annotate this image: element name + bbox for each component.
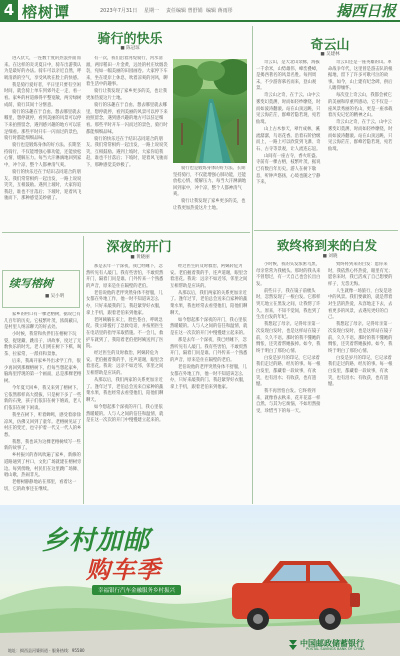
article-byline: ■ 黄晓丽 [130,255,150,260]
article-column: 家乡的村口有一棵老榕树，据说已有几百年的历史。它枝繁叶茂，浓荫蔽日，是村里人纳凉聊天的好去处。 小时候，我常和伙伴们在榕树下玩耍，捉迷藏、跳房子、讲故事，度过了无数快乐的时光。老人们则在树下下棋、喝茶、拉家常，一派祥和景象。 后来，我离开家乡外出求学工作，很少再回到那棵榕树下。但每当想起家乡，脑海里浮现的第一个画面，总是那棵老榕树。 今年夏天回乡，我又来到了榕树下。它依然那样高大挺拔，只是树下多了一些新的石凳，孩子们依旧在树下嬉戏，老人们依旧在树下闲谈。 我坐在树下，听着蝉鸣，感受着徐徐凉风，仿佛又回到了童年。老榕树见证了村庄的变迁，也守护着一代又一代人的乡愁。 我想，我也该为这棵老榕树续写一些新的故事了。 乡村振兴的春风吹遍了家乡，新修的道路通到了村口，文化广场就建在榕树旁边。每到傍晚，村民们在这里跳广场舞、唱山歌，热闹非凡。 老榕树静静地站在那里，看着这一切，它的故事还在继续。 [4,312,82,492]
article-column: 进入伏天，一连数十度的热浪扑面而来。在这样的炎炎夏日中，骑车出游我认为是最好的办法。骑车可以亲近自然，呼吸清新的空气，享受风吹在脸上的快感。 我是骑行爱好者，平日里只要有空闲时间，就会骑上单车到郊外走一走、看一看。家乡的村道修得平整宽敞，两旁绿树成荫，骑行其间十分惬意。 骑行的乐趣在于自由。想去哪里就去哪里，想停就停，看到美丽的风景可以停下来拍照留念，遇到感兴趣的地方可以驻足细看。那些平时开车一闪而过的景色，骑行时都能细细品味。 骑行也是锻炼身体的好方法。长期坚持骑行，不仅能增强心肺功能，还能放松心情、缓解压力。每当大汗淋漓地回到家中，冲个凉，整个人都神清气爽。 骑行的快乐还在于结识志同道合的朋友。我们常常相约一起出发，一路上说说笑笑，互相鼓励。遇到上坡时，大家你追我赶，谁也不甘落后；下坡时，迎着风飞驰而下，那种感觉美妙极了。 [4,56,82,202]
article-column: 那是去年一个深夜，我已经睡下，忽然听见有人敲门。我有些害怕，不敢贸然开门，隔着门问是谁。门外传来一个熟悉的声音，原来是住在隔壁的老伯。 老伯说他的老伴突然身体不舒服，儿女都在外地工作，他一时不知道该怎么办，只好来敲我的门。我赶紧穿好衣服，拿上手机，跟着老伯来到他家。 老阿姨躺在床上，脸色苍白，呼吸急促。我立即拨打了急救电话，并按照医生在电话里的指导采取措施。不一会儿，救护车就到了，我陪着老伯把阿姨送到了医院。 经过医生的及时救治，阿姨转危为安。老伯握着我的手，连声道谢，眼里含着泪花。我说：远亲不如近邻，邻里之间互相帮助是应该的。 从那以后，我们两家的关系更加亲近了。逢年过节，老伯总会送来自家种的蔬菜水果，我也经常去看望他们，陪他们聊聊天。 如今想起那个深夜的开门，我心里依然暖暖的。人与人之间的信任和温情，就是在这一次次的开门中慢慢建立起来的。 [86,264,164,424]
page-number: 4 [0,0,18,20]
essay-author: ■ 吴小明 [45,294,65,299]
responsible-editor: 责任编辑 曾舒娟 [166,8,203,14]
ad-headline: 乡村加邮 [42,526,151,556]
bank-name: 中国邮政储蓄银行 [300,639,364,648]
article-column: 奇云山，是大北山余脉，海拔一千余米，山势雄伟，峰峦叠嶂，是揭西著名的风景名胜。每到周末，不少游客慕名而来，登山观景。 奇云山之奇，在于云。山中云雾变幻莫测，时而如轻纱缭绕，时而如波涛翻滚。站在山顶远眺，只见云海茫茫，群峰若隐若现，宛若仙境。 山上古木参天，翠竹成林，溪流潺潺，鸟语花香。沿着石阶拾级而上，一路上可以欣赏到飞瀑、奇石、古寺等景观，让人流连忘返。 山间有一座古寺，香火旺盛。寺前有一棵古榕，枝繁叶茂，据说已有数百年历史。游人在树下歇息，听钟声悠扬，心境也随之宁静下来。 [256,60,321,186]
section-divider [254,230,398,231]
bank-logo-icon [288,638,298,652]
column-divider [252,26,253,504]
cycling-path-photo [173,59,247,163]
essay-title: 续写榕树 [9,277,53,290]
page-header [0,0,400,22]
article-headline: 深夜的开门 [106,240,172,255]
ad-footer-text: 地址：揭西县河婆街道 · 服务热线：95580 [8,648,85,653]
section-divider [2,232,250,233]
issue-weekday: 星期一 [144,8,160,14]
article-byline: ■ 陈冠琼 [120,46,140,51]
section-title: 榕树谭 [22,3,71,21]
article-column: 奇云山还是一座英雄的山。革命战争年代，这里曾是游击队的根据地，留下了许多可歌可泣的故事。如今，山上建有纪念碑，供后人瞻仰缅怀。 每次登上奇云山，我都会被它的美丽和厚重所感动。它不仅是一座风景秀丽的名山，更是一座承载着历史记忆的精神之山。 奇云山之奇，在于云。山中云雾变幻莫测，时而如轻纱缭绕，时而如波涛翻滚。站在山顶远眺，只见云海茫茫，群峰若隐若现，宛若仙境。 [328,60,393,152]
newspaper-title: 揭西日报 [335,2,396,20]
article-byline: ■ 吴建林 [320,52,340,57]
article-headline: 致终将到来的白发 [276,238,377,253]
layout-editor: 编辑 蒋雨彤 [206,8,233,14]
photo-illustration [173,59,247,163]
article-column: 骑行也是锻炼身体的好方法。长期坚持骑行，不仅能增强心肺功能，还能放松心情、缓解压力。每当大汗淋漓地回到家中，冲个凉，整个人都神清气爽。 骑行让我发现了家乡更多的美，也让我更加热爱这片土地。 [173,166,247,212]
essay-title-box [2,270,80,308]
column-divider [83,236,84,504]
article-column: 致终将到来的白发：愿你来时，我依然心怀热爱，眼里有光；愿你来时，我已活成了自己想要的样子，无怨无悔。 人生就像一场旅行，白发是途中的风景。我们要做的，就是带着对生活的热爱，从容地走下去，去看更多的风景，去遇见更好的自己。 我想起了母亲。记得母亲第一次发现白发时，也是这样站在镜子前，久久不语。那时的我不懂她的惆怅，还笑着帮她拔掉。如今，我终于明白了那份心情。 白发是岁月的印记，它记录着我们走过的路、经历的事。每一根白发里，都藏着一段故事，有欢笑，也有泪水；有收获，也有遗憾。 [328,262,393,388]
article-column: 有一次，我们沿着河堤骑行，河水清澈，两岸稻田一片金黄，远处的村庄炊烟袅袅，宛如一幅美丽的田园画卷。大家停下车来，坐在堤岸上休息，吹着凉爽的河风，聊着生活中的趣事。 骑行让我发现了家乡更多的美，也让我更加热爱这片土地。 骑行的乐趣在于自由。想去哪里就去哪里，想停就停，看到美丽的风景可以停下来拍照留念，遇到感兴趣的地方可以驻足细看。那些平时开车一闪而过的景色，骑行时都能细细品味。 骑行的快乐还在于结识志同道合的朋友。我们常常相约一起出发，一路上说说笑笑，互相鼓励。遇到上坡时，大家你追我赶，谁也不甘落后；下坡时，迎着风飞驰而下，那种感觉美妙极了。 [86,56,168,168]
article-column: 小时候，我的头发浓密乌黑，母亲常常为我梳头。那时的我从来不曾想过，有一天自己也会长出白发。 前些日子，我在镜子前梳头时，忽然发现了一根白发。它那样突兀地立在黑发之间，让我愣了许久。原来，不知不觉间，我也到了生出白发的年纪。 我想起了母亲。记得母亲第一次发现白发时，也是这样站在镜子前，久久不语。那时的我不懂她的惆怅，还笑着帮她拔掉。如今，我终于明白了那份心情。 白发是岁月的印记，它记录着我们走过的路、经历的事。每一根白发里，都藏着一段故事，有欢笑，也有泪水；有收获，也有遗憾。 我不再害怕白发。它终将到来，就像春去秋来、花开花落一样自然。与其为它烦恼，不如坦然接受，珍惜当下的每一天。 [256,262,321,415]
article-headline: 奇云山 [310,38,350,53]
issue-date: 2023年7月31日 [100,8,138,14]
ad-slogan: 幸福银行汽车金融服务乡村振兴 [92,585,181,595]
bank-name-english: POSTAL SAVINGS BANK OF CHINA [306,647,365,651]
article-column: 经过医生的及时救治，阿姨转危为安。老伯握着我的手，连声道谢，眼里含着泪花。我说：远亲不如近邻，邻里之间互相帮助是应该的。 从那以后，我们两家的关系更加亲近了。逢年过节，老伯总会送来自家种的蔬菜水果，我也经常去看望他们，陪他们聊聊天。 如今想起那个深夜的开门，我心里依然暖暖的。人与人之间的信任和温情，就是在这一次次的开门中慢慢建立起来的。 那是去年一个深夜，我已经睡下，忽然听见有人敲门。我有些害怕，不敢贸然开门，隔着门问是谁。门外传来一个熟悉的声音，原来是住在隔壁的老伯。 老伯说他的老伴突然身体不舒服，儿女都在外地工作，他一时不知道该怎么办，只好来敲我的门。我赶紧穿好衣服，拿上手机，跟着老伯来到他家。 [170,264,248,390]
ad-subheadline: 购车季 [86,555,161,584]
article-headline: 骑行的快乐 [97,32,163,47]
article-byline: ■ 刘晓 [322,254,338,259]
